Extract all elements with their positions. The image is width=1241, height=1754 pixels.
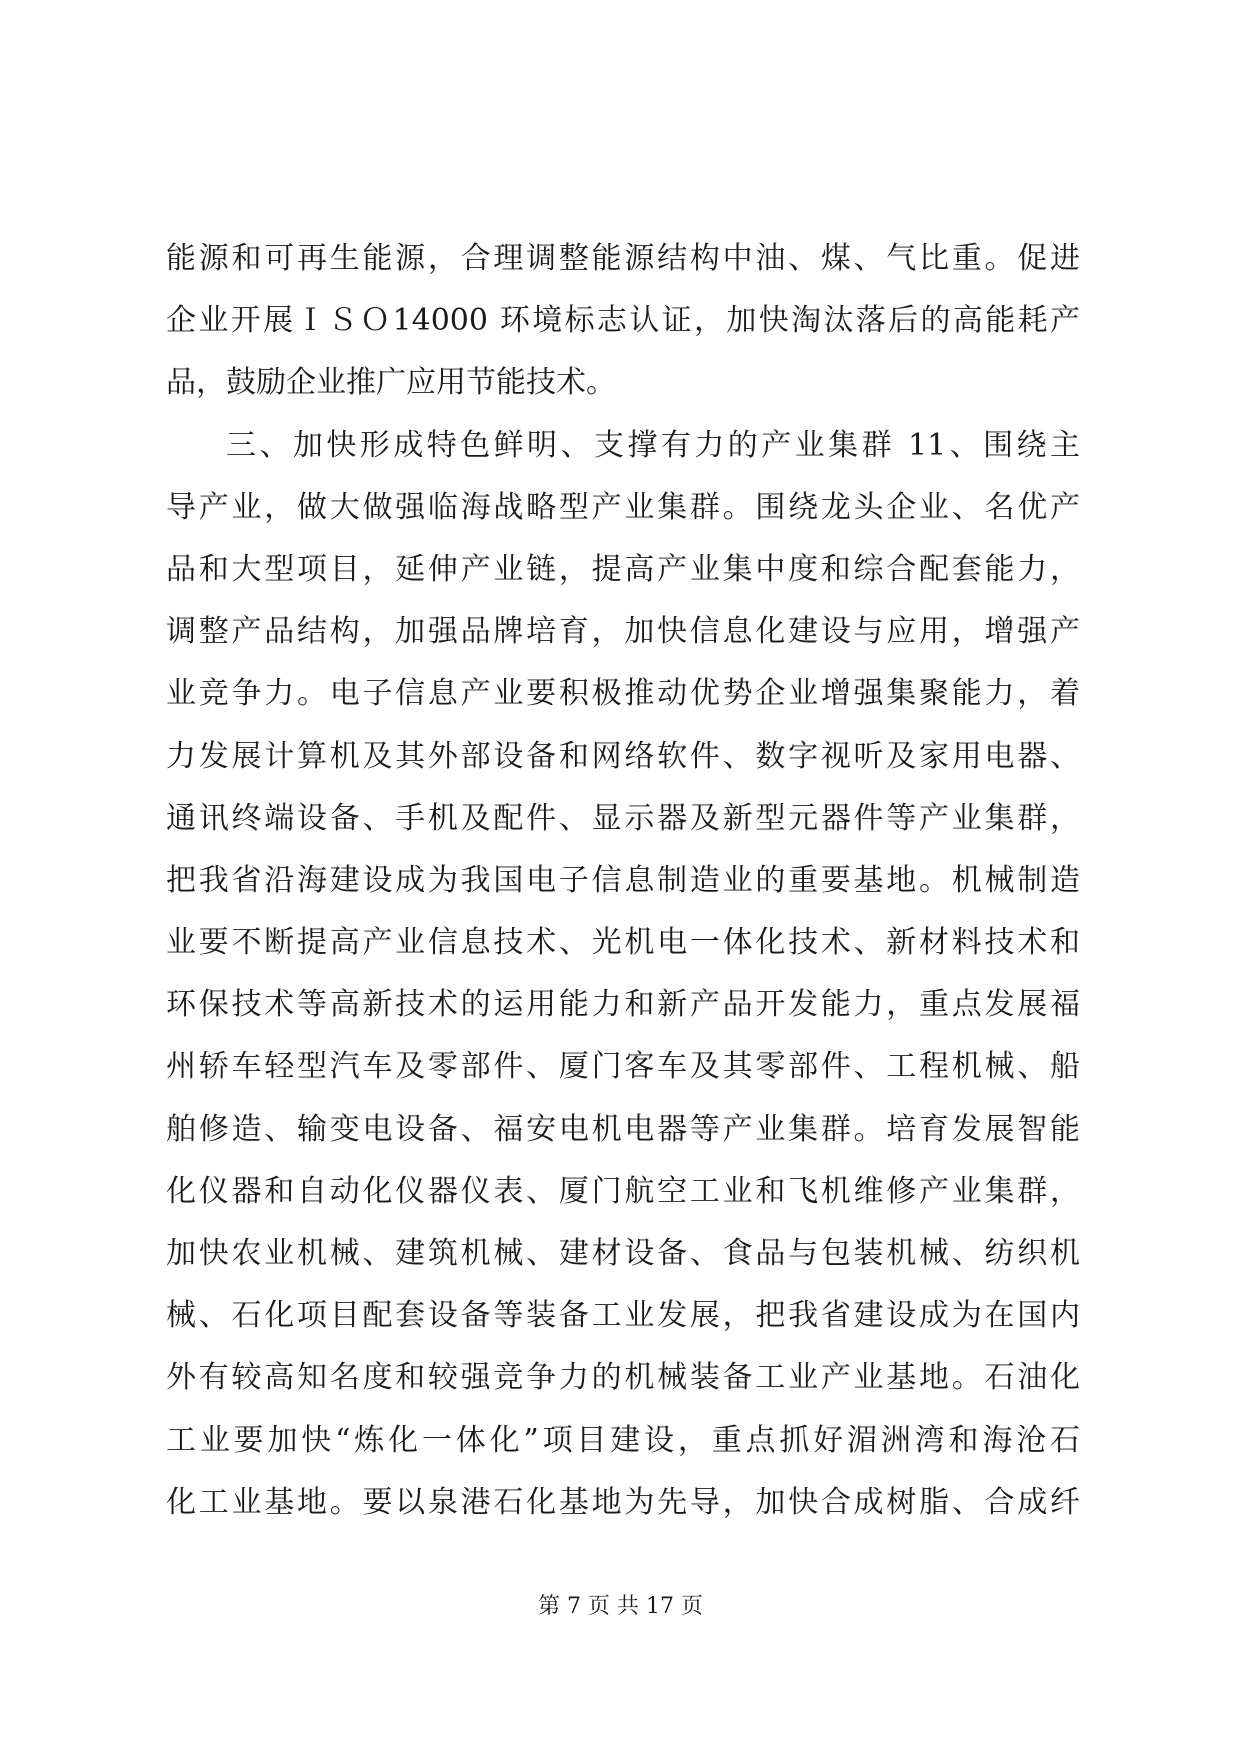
text-line: 导产业，做大做强临海战略型产业集群。围绕龙头企业、名优产 [166,489,1080,525]
text-line: 化工业基地。要以泉港石化基地为先导，加快合成树脂、合成纤 [166,1484,1080,1520]
text-line: 工业要加快“炼化一体化”项目建设，重点抓好湄洲湾和海沧石 [166,1422,1080,1458]
text-line: 外有较高知名度和较强竞争力的机械装备工业产业基地。石油化 [166,1360,1080,1396]
text-line: 业竞争力。电子信息产业要积极推动优势企业增强集聚能力，着 [166,676,1080,712]
text-line: 把我省沿海建设成为我国电子信息制造业的重要基地。机械制造 [166,862,1080,898]
text-line: 通讯终端设备、手机及配件、显示器及新型元器件等产业集群， [166,800,1080,836]
text-line: 环保技术等高新技术的运用能力和新产品开发能力，重点发展福 [166,987,1080,1023]
text-line: 化仪器和自动化仪器仪表、厦门航空工业和飞机维修产业集群， [166,1173,1080,1209]
text-line: 业要不断提高产业信息技术、光机电一体化技术、新材料技术和 [166,925,1080,961]
paragraph [166,228,1080,415]
page-number-footer: 第 7 页 共 17 页 [538,1594,703,1619]
text-line: 三、加快形成特色鲜明、支撑有力的产业集群 11、围绕主 [226,427,1080,463]
text-line: 能源和可再生能源，合理调整能源结构中油、煤、气比重。促进 [166,241,1080,276]
text-line: 企业开展ＩＳＯ14000 环境标志认证，加快淘汰落后的高能耗产 [166,303,1080,339]
text-line: 力发展计算机及其外部设备和网络软件、数字视听及家用电器、 [166,738,1080,774]
text-line: 品，鼓励企业推广应用节能技术。 [166,365,616,401]
text-line: 械、石化项目配套设备等装备工业发展，把我省建设成为在国内 [166,1298,1080,1334]
text-line: 加快农业机械、建筑机械、建材设备、食品与包装机械、纺织机 [166,1236,1080,1271]
text-line: 州轿车轻型汽车及零部件、厦门客车及其零部件、工程机械、船 [166,1049,1080,1085]
paragraph [166,415,1080,1534]
text-line: 舶修造、输变电设备、福安电机电器等产业集群。培育发展智能 [166,1111,1080,1147]
text-line: 调整产品结构，加强品牌培育，加快信息化建设与应用，增强产 [166,614,1080,650]
text-line: 品和大型项目，延伸产业链，提高产业集中度和综合配套能力， [166,551,1080,587]
body-text [166,228,1080,1534]
